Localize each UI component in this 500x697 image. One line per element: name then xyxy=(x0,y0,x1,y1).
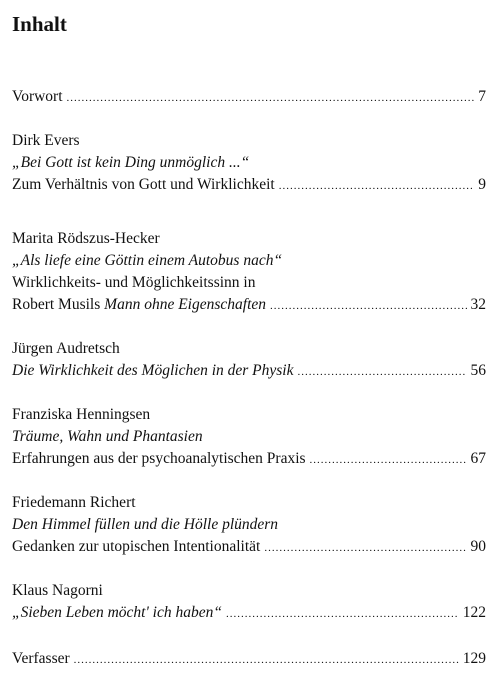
toc-line xyxy=(12,360,486,382)
toc-author: Klaus Nagorni xyxy=(12,582,103,599)
toc-line xyxy=(12,602,486,624)
toc-title-text: Verfasser xyxy=(12,650,70,667)
page-number: 7 xyxy=(478,88,486,105)
toc-page xyxy=(12,0,486,697)
dot-leader xyxy=(270,295,466,317)
toc-title-italic: Die Wirklichkeit des Möglichen in der Physik xyxy=(12,362,294,379)
page-number: 9 xyxy=(478,176,486,193)
toc-author: Dirk Evers xyxy=(12,132,80,149)
toc-entry xyxy=(12,228,486,316)
toc-title-italic: „Sieben Leben möcht' ich haben“ xyxy=(12,604,222,621)
dot-leader xyxy=(67,87,475,109)
toc-subtitle: „Bei Gott ist kein Ding unmöglich ...“ xyxy=(12,154,250,171)
toc-author: Friedemann Richert xyxy=(12,494,136,511)
dot-leader xyxy=(310,449,467,471)
toc-title-text: Zum Verhältnis von Gott und Wirklichkeit xyxy=(12,176,275,193)
dot-leader xyxy=(279,175,475,197)
toc-title-italic: Mann ohne Eigenschaften xyxy=(104,296,267,313)
toc-subtitle: „Als liefe eine Göttin einem Autobus nach“ xyxy=(12,252,283,269)
toc-line xyxy=(12,294,486,316)
page-number: 56 xyxy=(470,362,486,379)
page-number: 32 xyxy=(470,296,486,313)
page-number: 122 xyxy=(462,604,486,621)
toc-author: Franziska Henningsen xyxy=(12,406,151,423)
toc-entry xyxy=(12,130,486,196)
toc-title xyxy=(12,602,222,624)
toc-line xyxy=(12,448,486,470)
toc-title xyxy=(12,448,306,470)
toc-title-text: Robert Musils xyxy=(12,296,105,313)
page-title: Inhalt xyxy=(12,12,67,36)
toc-title xyxy=(12,86,63,108)
page-number: 67 xyxy=(470,450,486,467)
toc-entry xyxy=(12,404,486,470)
toc-entry xyxy=(12,648,486,670)
toc-subtitle: Träume, Wahn und Phantasien xyxy=(12,428,203,445)
toc-title-text: Gedanken zur utopischen Intentionalität xyxy=(12,538,261,555)
toc-title-line: Wirklichkeits- und Möglichkeitssinn in xyxy=(12,274,256,291)
page-number: 90 xyxy=(470,538,486,555)
toc-title xyxy=(12,174,275,196)
toc-entry xyxy=(12,338,486,382)
toc-title-text: Erfahrungen aus der psychoanalytischen Praxis xyxy=(12,450,306,467)
toc-entry xyxy=(12,86,486,108)
toc-entry xyxy=(12,492,486,558)
dot-leader xyxy=(226,603,459,625)
page-number: 129 xyxy=(462,650,486,667)
toc-author: Jürgen Audretsch xyxy=(12,340,120,357)
toc-author: Marita Rödszus-Hecker xyxy=(12,230,160,247)
toc-title xyxy=(12,648,70,670)
toc-line xyxy=(12,86,486,108)
toc-title xyxy=(12,360,294,382)
toc-entry xyxy=(12,580,486,624)
toc-title xyxy=(12,294,266,316)
dot-leader xyxy=(298,361,467,383)
toc-line xyxy=(12,174,486,196)
dot-leader xyxy=(264,537,466,559)
dot-leader xyxy=(74,649,459,671)
toc-line xyxy=(12,648,486,670)
toc-title-text: Vorwort xyxy=(12,88,63,105)
toc-line xyxy=(12,536,486,558)
toc-subtitle: Den Himmel füllen und die Hölle plündern xyxy=(12,516,279,533)
toc-title xyxy=(12,536,260,558)
